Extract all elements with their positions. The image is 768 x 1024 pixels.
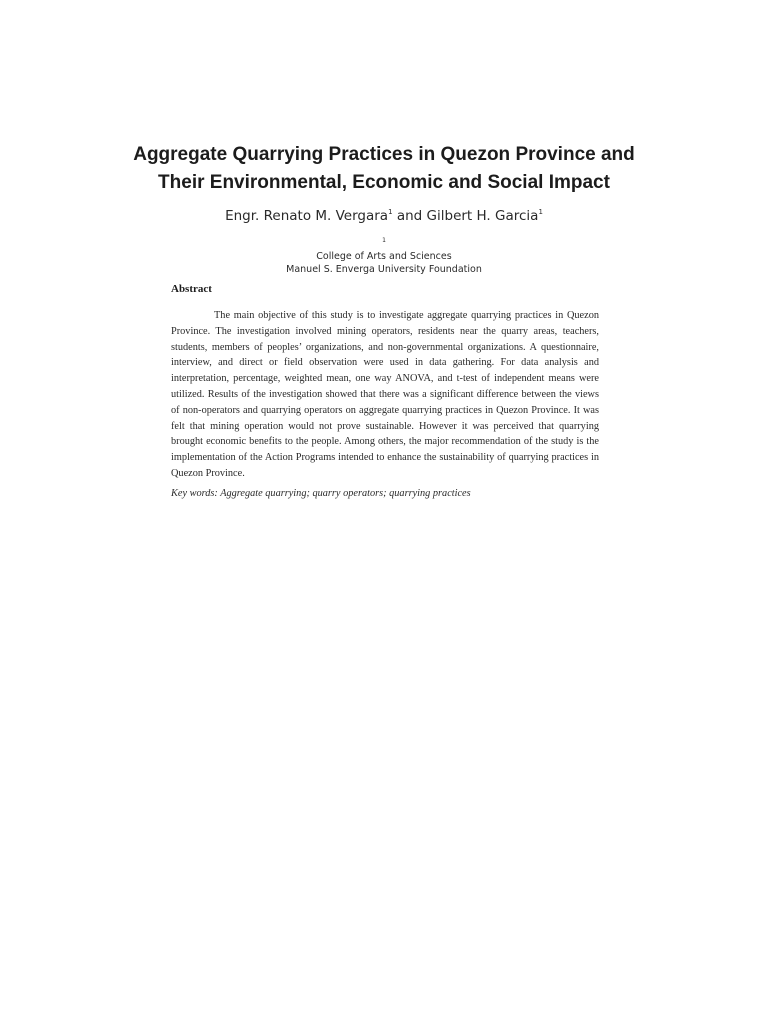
abstract-heading: Abstract [171, 283, 212, 295]
abstract-body: The main objective of this study is to investigate aggregate quarrying practices in Quezon Province. The investigation involved mining operators, residents near the quarry areas, teachers, students, members of peoples’ organizations, and non-governmental organizations. A questionnaire, interview, and direct or field observation were used in data gathering. For data analysis and interpretation, percentage, weighted mean, one way ANOVA, and t-test of independent means were utilized. Results of the investigation showed that there was a significant difference between the views of non-operators and quarrying operators on aggregate quarrying practices in Quezon Province. It was felt that mining operation would not prove sustainable. However it was perceived that quarrying brought economic benefits to the people. Among others, the major recommendation of the study is the implementation of the Action Programs intended to enhance the sustainability of quarrying practices in Quezon Province. [171, 310, 599, 479]
keywords: Key words: Aggregate quarrying; quarry operators; quarrying practices [171, 488, 471, 499]
author-name: Gilbert H. Garcia [426, 208, 539, 224]
author-list [0, 208, 768, 224]
author-conjunction: and [392, 208, 427, 224]
affiliation-line-1 [0, 234, 768, 263]
paper-title-line-2: Their Environmental, Economic and Social Impact [158, 172, 610, 193]
paper-title [0, 141, 768, 197]
affiliation [0, 234, 768, 276]
affiliation-university: Manuel S. Enverga University Foundation [286, 264, 482, 275]
affiliation-mark: 1 [388, 208, 393, 216]
author-name: Engr. Renato M. Vergara [225, 208, 389, 224]
affiliation-mark: 1 [382, 237, 386, 244]
affiliation-mark: 1 [538, 208, 543, 216]
paper-title-line-1: Aggregate Quarrying Practices in Quezon Province and [133, 144, 635, 165]
affiliation-college: College of Arts and Sciences [316, 251, 452, 262]
